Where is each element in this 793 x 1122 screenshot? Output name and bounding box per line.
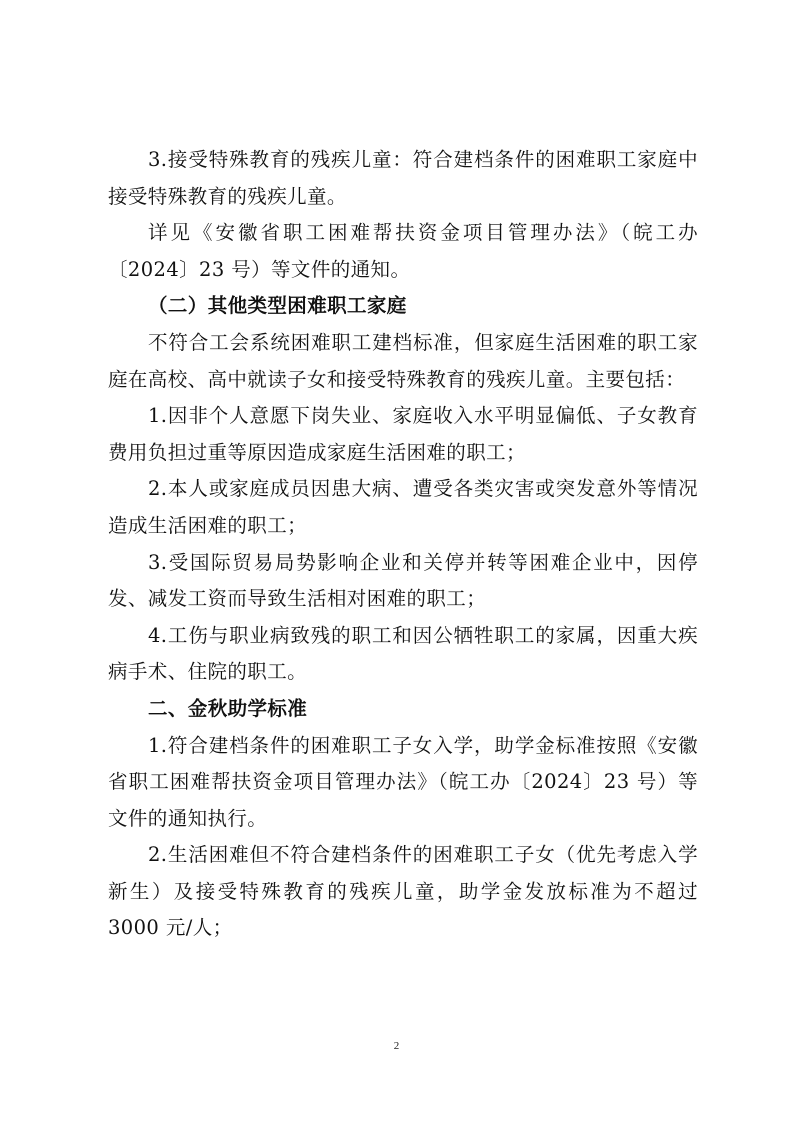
heading-other-families: （二）其他类型困难职工家庭 (148, 294, 407, 318)
paragraph-item-2: 2.本人或家庭成员因患大病、遭受各类灾害或突发意外等情况造成生活困难的职工； (108, 477, 698, 537)
document-body (108, 142, 698, 947)
paragraph-item-1: 1.因非个人意愿下岗失业、家庭收入水平明显偏低、子女教育费用负担过重等原因造成家庭生活困难的职工； (108, 404, 698, 464)
paragraph-item-3: 3.受国际贸易局势影响企业和关停并转等困难企业中，因停发、减发工资而导致生活相对困难的职工； (108, 550, 698, 611)
paragraph-other-families-intro: 不符合工会系统困难职工建档标准，但家庭生活困难的职工家庭在高校、高中就读子女和接受特殊教育的残疾儿童。主要包括： (108, 330, 698, 391)
heading-aid-standard: 二、金秋助学标准 (148, 696, 308, 720)
paragraph-special-education: 3.接受特殊教育的残疾儿童：符合建档条件的困难职工家庭中接受特殊教育的残疾儿童。 (108, 148, 698, 208)
page-number: 2 (393, 1040, 400, 1052)
paragraph-item-4: 4.工伤与职业病致残的职工和因公牺牲职工的家属，因重大疾病手术、住院的职工。 (108, 623, 698, 684)
paragraph-standard-2: 2.生活困难但不符合建档条件的困难职工子女（优先考虑入学新生）及接受特殊教育的残疾儿童，助学金发放标准为不超过 3000 元/人； (108, 843, 698, 940)
paragraph-standard-1: 1.符合建档条件的困难职工子女入学，助学金标准按照《安徽省职工困难帮扶资金项目管理办法》（皖工办〔2024〕23 号）等文件的通知执行。 (108, 733, 698, 830)
paragraph-reference-notice: 详见《安徽省职工困难帮扶资金项目管理办法》（皖工办〔2024〕23 号）等文件的通知。 (108, 221, 698, 281)
